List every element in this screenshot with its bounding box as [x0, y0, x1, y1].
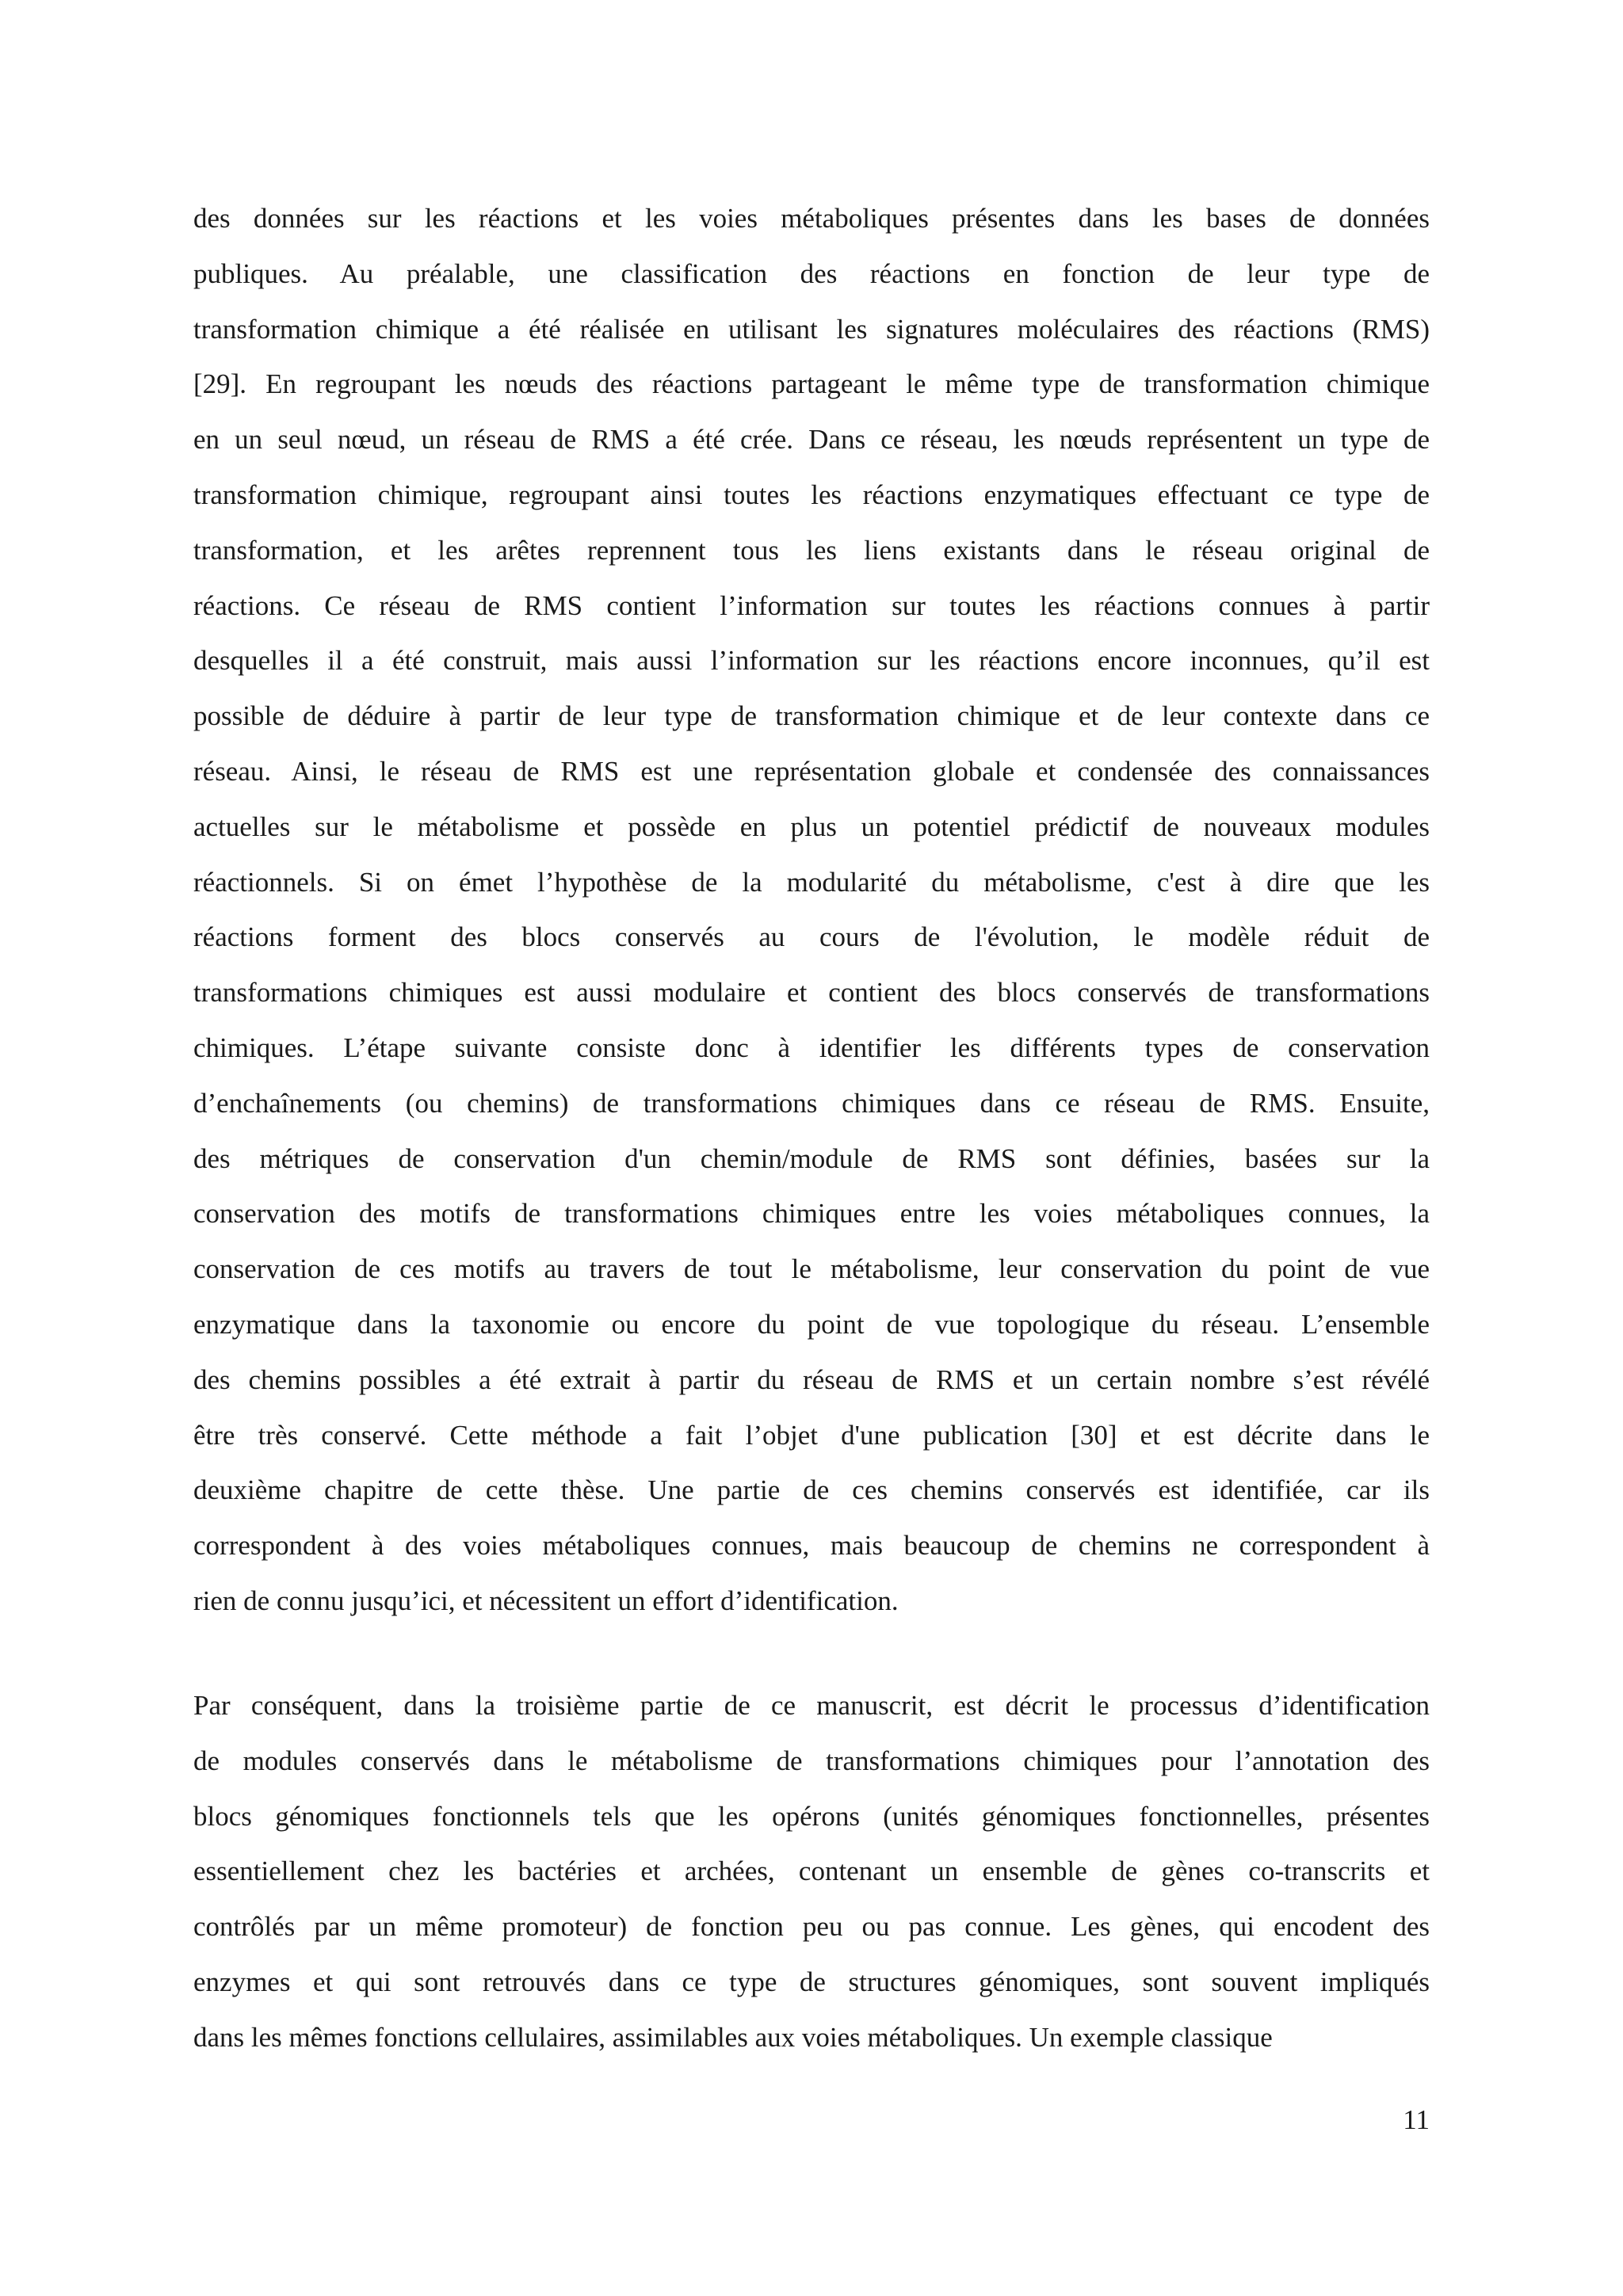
text-line: réactions forment des blocs conservés au cours de l'évolution, le modèle réduit de — [193, 921, 1430, 953]
text-line: blocs génomiques fonctionnels tels que les opérons (unités génomiques fonctionnelles, présentes — [193, 1800, 1430, 1832]
text-line: deuxième chapitre de cette thèse. Une partie de ces chemins conservés est identifiée, car ils — [193, 1474, 1430, 1506]
text-line: des données sur les réactions et les voies métaboliques présentes dans les bases de données — [193, 203, 1430, 234]
text-line: desquelles il a été construit, mais aussi l’information sur les réactions encore inconnues, qu’il est — [193, 645, 1430, 677]
text-line: transformations chimiques est aussi modulaire et contient des blocs conservés de transformations — [193, 977, 1430, 1009]
text-line: actuelles sur le métabolisme et possède en plus un potentiel prédictif de nouveaux modules — [193, 810, 1430, 842]
text-line: transformation chimique, regroupant ainsi toutes les réactions enzymatiques effectuant ce type de — [193, 479, 1430, 510]
text-line: réseau. Ainsi, le réseau de RMS est une représentation globale et condensée des connaissances — [193, 755, 1430, 787]
text-line: essentiellement chez les bactéries et archées, contenant un ensemble de gènes co-transcrits et — [193, 1855, 1430, 1887]
page-number: 11 — [1403, 2104, 1430, 2135]
text-line: enzymes et qui sont retrouvés dans ce type de structures génomiques, sont souvent impliqués — [193, 1966, 1430, 1997]
paragraph-2 — [193, 1678, 1430, 2065]
text-line: transformation, et les arêtes reprennent tous les liens existants dans le réseau original de — [193, 534, 1430, 566]
text-line: rien de connu jusqu’ici, et nécessitent un effort d’identification. — [193, 1585, 899, 1616]
text-line: contrôlés par un même promoteur) de fonction peu ou pas connue. Les gènes, qui encodent des — [193, 1911, 1430, 1943]
text-line: [29]. En regroupant les nœuds des réactions partageant le même type de transformation chimique — [193, 368, 1430, 400]
text-line: réactions. Ce réseau de RMS contient l’information sur toutes les réactions connues à partir — [193, 589, 1430, 621]
text-line: chimiques. L’étape suivante consiste donc à identifier les différents types de conservation — [193, 1032, 1430, 1063]
text-line: d’enchaînements (ou chemins) de transformations chimiques dans ce réseau de RMS. Ensuite, — [193, 1087, 1430, 1119]
text-line: conservation des motifs de transformations chimiques entre les voies métaboliques connues, la — [193, 1198, 1430, 1230]
text-line: des métriques de conservation d'un chemin/module de RMS sont définies, basées sur la — [193, 1142, 1430, 1174]
text-line: de modules conservés dans le métabolisme de transformations chimiques pour l’annotation des — [193, 1745, 1430, 1776]
text-line: publiques. Au préalable, une classification des réactions en fonction de leur type de — [193, 257, 1430, 289]
text-line: transformation chimique a été réalisée en utilisant les signatures moléculaires des réactions (RMS) — [193, 313, 1430, 345]
text-line: possible de déduire à partir de leur type de transformation chimique et de leur contexte dans ce — [193, 700, 1430, 732]
text-line: Par conséquent, dans la troisième partie de ce manuscrit, est décrit le processus d’identification — [193, 1690, 1430, 1721]
text-line: en un seul nœud, un réseau de RMS a été crée. Dans ce réseau, les nœuds représentent un type de — [193, 424, 1430, 456]
text-line: réactionnels. Si on émet l’hypothèse de la modularité du métabolisme, c'est à dire que les — [193, 866, 1430, 898]
text-line: conservation de ces motifs au travers de tout le métabolisme, leur conservation du point de vue — [193, 1253, 1430, 1285]
text-line: des chemins possibles a été extrait à partir du réseau de RMS et un certain nombre s’est révélé — [193, 1363, 1430, 1395]
text-line: enzymatique dans la taxonomie ou encore du point de vue topologique du réseau. L’ensemble — [193, 1308, 1430, 1340]
text-line: dans les mêmes fonctions cellulaires, assimilables aux voies métaboliques. Un exemple classique — [193, 2021, 1273, 2053]
text-line: correspondent à des voies métaboliques connues, mais beaucoup de chemins ne correspondent à — [193, 1530, 1430, 1562]
paragraph-1 — [193, 191, 1430, 1629]
text-line: être très conservé. Cette méthode a fait l’objet d'une publication [30] et est décrite dans le — [193, 1419, 1430, 1451]
